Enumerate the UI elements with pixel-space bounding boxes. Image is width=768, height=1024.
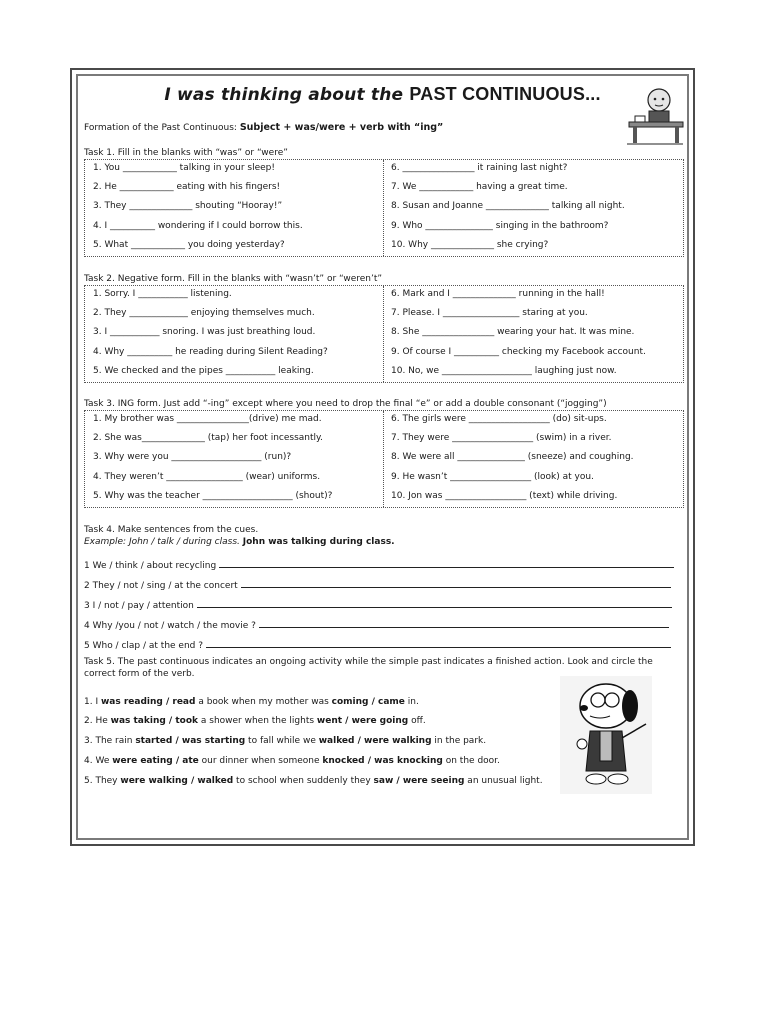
task4-answer-line-2[interactable] xyxy=(241,578,671,588)
task3-item-3: 3. Why were you ____________________ (run)? xyxy=(93,452,292,462)
task4-line-4 xyxy=(84,618,682,631)
worksheet-title xyxy=(72,84,693,105)
task1-item-2: 2. He ____________ eating with his fingers! xyxy=(93,182,281,192)
formation-label: Formation of the Past Continuous: xyxy=(84,123,237,133)
task4-cue-4: 4 Why /you / not / watch / the movie ? xyxy=(84,621,256,631)
task3-item-10: 10. Jon was __________________ (text) while driving. xyxy=(391,491,618,501)
task3-item-1: 1. My brother was ________________(drive) me mad. xyxy=(93,414,322,424)
task4-cue-5: 5 Who / clap / at the end ? xyxy=(84,641,204,651)
task5-item-1-choice-1[interactable]: was reading / read xyxy=(100,697,196,707)
task3-item-2: 2. She was______________ (tap) her foot incessantly. xyxy=(93,433,323,443)
task1-item-10: 10. Why ______________ she crying? xyxy=(391,240,549,250)
task5-item-2-text-a: 2. He xyxy=(84,716,111,726)
title-caps: PAST CONTINUOUS... xyxy=(409,84,601,104)
task5-item-1-text-c: in. xyxy=(404,697,419,707)
task3-item-9: 9. He wasn’t __________________ (look) at you. xyxy=(391,472,594,482)
task5-item-4-choice-1[interactable]: were eating / ate xyxy=(112,756,199,766)
task5-item-5-choice-2[interactable]: saw / were seeing xyxy=(373,776,465,786)
task2-heading: Task 2. Negative form. Fill in the blanks with “wasn’t” or “weren’t” xyxy=(84,274,383,284)
task5-item-3-choice-2[interactable]: walked / were walking xyxy=(318,736,432,746)
worksheet xyxy=(70,68,695,846)
task3-item-8: 8. We were all _______________ (sneeze) and coughing. xyxy=(391,452,634,462)
task2-item-1: 1. Sorry. I ___________ listening. xyxy=(93,289,232,299)
task1-heading: Task 1. Fill in the blanks with “was” or “were” xyxy=(84,148,288,158)
task5-item-2-choice-2[interactable]: went / were going xyxy=(316,716,409,726)
task4-cue-3: 3 I / not / pay / attention xyxy=(84,601,194,611)
task5-heading-line-1: Task 5. The past continuous indicates an ongoing activity while the simple past indicates a finished action. Look and circle the xyxy=(84,657,653,667)
task2-item-10: 10. No, we ____________________ laughing just now. xyxy=(391,366,617,376)
task5-item-4-text-c: on the door. xyxy=(442,756,500,766)
task3-divider xyxy=(383,411,384,507)
task5-item-4-text-b: our dinner when someone xyxy=(198,756,323,766)
task3-item-5: 5. Why was the teacher ____________________ (shout)? xyxy=(93,491,333,501)
task3-box xyxy=(84,410,684,508)
task1-item-3: 3. They ______________ shouting “Hooray!” xyxy=(93,201,283,211)
task5-item-1-choice-2[interactable]: coming / came xyxy=(331,697,405,707)
task5-item-4-choice-2[interactable]: knocked / was knocking xyxy=(322,756,443,766)
formation-rule xyxy=(84,122,443,133)
task1-item-7: 7. We ____________ having a great time. xyxy=(391,182,568,192)
task2-item-2: 2. They _____________ enjoying themselves much. xyxy=(93,308,315,318)
task4-example-cue: Example: John / talk / during class. xyxy=(84,537,240,547)
task3-item-6: 6. The girls were __________________ (do) sit-ups. xyxy=(391,414,607,424)
task5-item-3-text-a: 3. The rain xyxy=(84,736,136,746)
task5-item-2 xyxy=(84,716,426,726)
task4-answer-line-1[interactable] xyxy=(219,558,674,568)
task4-example xyxy=(84,537,395,547)
task4-line-5 xyxy=(84,638,682,651)
task4-line-3 xyxy=(84,598,682,611)
task2-item-6: 6. Mark and I ______________ running in the hall! xyxy=(391,289,605,299)
snoopy-teacher-illustration xyxy=(560,676,652,794)
task1-box xyxy=(84,159,684,257)
task5-item-5 xyxy=(84,776,543,786)
task2-item-7: 7. Please. I _________________ staring at you. xyxy=(391,308,588,318)
task4-answer-line-3[interactable] xyxy=(197,598,672,608)
task5-item-5-choice-1[interactable]: were walking / walked xyxy=(120,776,234,786)
task2-box xyxy=(84,285,684,383)
task5-item-5-text-c: an unusual light. xyxy=(464,776,543,786)
task4-answer-line-4[interactable] xyxy=(259,618,669,628)
task2-item-9: 9. Of course I __________ checking my Facebook account. xyxy=(391,347,646,357)
task3-heading: Task 3. ING form. Just add “-ing” except where you need to drop the final “e” or add a double consonant (“jogging”) xyxy=(84,399,607,409)
task1-divider xyxy=(383,160,384,256)
formation-formula: Subject + was/were + verb with “ing” xyxy=(239,122,444,133)
task1-item-4: 4. I __________ wondering if I could borrow this. xyxy=(93,221,303,231)
task5-item-2-choice-1[interactable]: was taking / took xyxy=(110,716,199,726)
task1-item-1: 1. You ____________ talking in your sleep! xyxy=(93,163,275,173)
task4-cue-2: 2 They / not / sing / at the concert xyxy=(84,581,238,591)
task4-heading: Task 4. Make sentences from the cues. xyxy=(84,525,259,535)
task5-item-5-text-b: to school when suddenly they xyxy=(233,776,374,786)
task2-item-4: 4. Why __________ he reading during Silent Reading? xyxy=(93,347,328,357)
task5-item-1-text-a: 1. I xyxy=(84,697,101,707)
task1-item-5: 5. What ____________ you doing yesterday? xyxy=(93,240,285,250)
task5-item-4 xyxy=(84,756,500,766)
task5-item-4-text-a: 4. We xyxy=(84,756,113,766)
task4-line-1 xyxy=(84,558,682,571)
task5-item-5-text-a: 5. They xyxy=(84,776,121,786)
task5-item-3-text-b: to fall while we xyxy=(245,736,319,746)
task3-item-4: 4. They weren’t _________________ (wear) uniforms. xyxy=(93,472,321,482)
task5-item-3 xyxy=(84,736,486,746)
task1-item-9: 9. Who _______________ singing in the bathroom? xyxy=(391,221,609,231)
task5-item-2-text-c: off. xyxy=(408,716,426,726)
task5-item-1 xyxy=(84,697,419,707)
task5-item-3-text-c: in the park. xyxy=(431,736,487,746)
task2-item-3: 3. I ___________ snoring. I was just breathing loud. xyxy=(93,327,316,337)
task5-item-3-choice-1[interactable]: started / was starting xyxy=(135,736,246,746)
teacher-at-desk-illustration xyxy=(625,84,685,146)
task3-item-7: 7. They were __________________ (swim) in a river. xyxy=(391,433,612,443)
task1-item-8: 8. Susan and Joanne ______________ talking all night. xyxy=(391,201,625,211)
task4-example-answer: John was talking during class. xyxy=(242,537,395,547)
task5-item-2-text-b: a shower when the lights xyxy=(198,716,317,726)
task5-item-1-text-b: a book when my mother was xyxy=(195,697,332,707)
task5-heading-line-2: correct form of the verb. xyxy=(84,669,195,679)
task4-line-2 xyxy=(84,578,682,591)
task4-answer-line-5[interactable] xyxy=(206,638,671,648)
task2-divider xyxy=(383,286,384,382)
task1-item-6: 6. ________________ it raining last night? xyxy=(391,163,568,173)
task2-item-8: 8. She ________________ wearing your hat. It was mine. xyxy=(391,327,635,337)
task4-cue-1: 1 We / think / about recycling xyxy=(84,561,217,571)
title-lead: I was thinking about the xyxy=(164,85,404,105)
task2-item-5: 5. We checked and the pipes ___________ leaking. xyxy=(93,366,314,376)
